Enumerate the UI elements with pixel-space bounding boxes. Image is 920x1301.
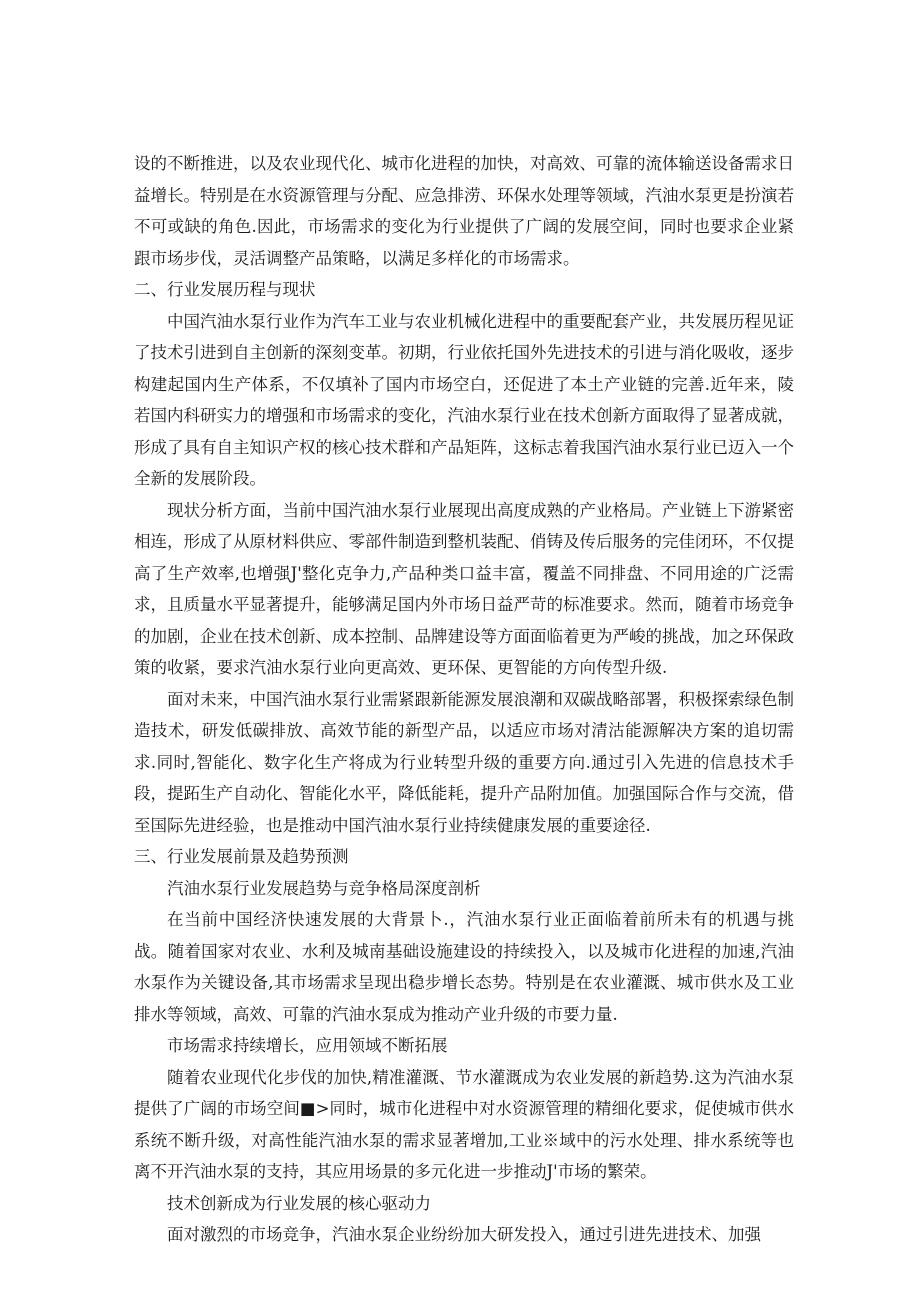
paragraph-background: 在当前中国经济快速发展的大背景卜.，汽油水泵行业正面临着前所未有的机遇与挑战。随着国家对农业、水利及城南基础设施建设的持续投入，以及城市化进程的加速,汽油水泵作为关键设备,其市场需求呈现出稳步增长态势。特别是在农业灌溉、城市供水及工业排水等领域，高效、可靠的汽油水泵成为推动产业升级的市要力量. (134, 910, 794, 1024)
paragraph-continuation: 设的不断推进，以及农业现代化、城市化进程的加快，对高效、可靠的流体输送设备需求日益增长。特别是在水资源管理与分配、应急排涝、环保水处理等领域，汽油水泵更是扮演若不可或缺的角色.因此，市场需求的变化为行业提供了广阔的发展空间，同时也要求企业紧跟市场步伐，灵活调整产品策略，以满足多样化的市场需求。 (134, 154, 794, 268)
subheading-demand: 市场需求持续增长，应用领域不断拓展 (167, 1036, 448, 1055)
paragraph-status: 现状分析方面，当前中国汽油水泵行业展现出高度成熟的产业格局。产业链上下游紧密相连，形成了从原材料供应、零部件制造到整机装配、俏铸及传后服务的完佳闭环，不仅提高了生产效率,也增强J'整化克争力,产品种类口益丰富，覆盖不同排盘、不同用途的广泛需求，且质量水平显著提升，能够满足国内外市场日益严苛的标准要求。然而，随着市场竞争的加剧，企业在技术创新、成本控制、品牌建设等方面面临着更为严峻的挑战，加之环保政策的收紧，要求汽油水泵行业向更高效、更环保、更智能的方向传型升级. (134, 500, 794, 677)
paragraph-history: 中国汽油水泵行业作为汽车工业与农业机械化进程中的重要配套产业，共发展历程见证了技术引进到自主创新的深刻变革。初期，行业依托国外先进技术的引进与消化吸收，逐步构建起国内生产体系，不仅填补了国内市场空白，还促进了本土产业链的完善.近年来，陵若国内科研实力的增强和市场需求的变化，汽油水泵行业在技术创新方面取得了显著成就，形成了具有自主知识产权的核心技术群和产品矩阵，这标志着我国汽油水泵行业已迈入一个全新的发展阶段。 (134, 311, 794, 488)
paragraph-demand: 随着农业现代化步伐的加快,精准灌溉、节水灌溉成为农业发展的新趋势.这为汽油水泵提供了广阔的市场空间■>同时，城市化进程中对水资源管理的精细化要求，促使城市供水系统不断升级，对高性能汽油水泵的需求显著增加,工业※域中的污水处理、排水系统等也离不开汽油水泵的支持，其应用场景的多元化进一步推动J'市场的繁荣。 (134, 1067, 794, 1181)
paragraph-future: 面对未来，中国汽油水泵行业需紧跟新能源发展浪潮和双碳战略部署，积极探索绿色制造技术，研发低碳排放、高效节能的新型产品，以适应市场对清沽能源解决方案的追切需求.同时,智能化、数字化生产将成为行业转型升级的重要方向.通过引入先进的信息技术手段，提跖生产自动化、智能化水平，降低能耗，提升产品附加值。加强国际合作与交流，借至国际先进经验，也是推动中国汽油水泵行业持续健康发展的重要途径. (134, 689, 794, 835)
section-heading-3: 三、行业发展前景及趋势预测 (134, 847, 349, 866)
paragraph-innovation: 面对激烈的市场竞争，汽油水泵企业纷纷加大研发投入，通过引进先进技术、加强 (167, 1225, 761, 1244)
document-page (134, 148, 794, 1251)
subheading-innovation: 技术创新成为行业发展的核心驱动力 (167, 1193, 431, 1213)
section-heading-2: 二、行业发展历程与现状 (134, 280, 316, 299)
subheading-trend: 汽油水泵行业发展趋势与竞争格局深度剖析 (167, 878, 481, 898)
